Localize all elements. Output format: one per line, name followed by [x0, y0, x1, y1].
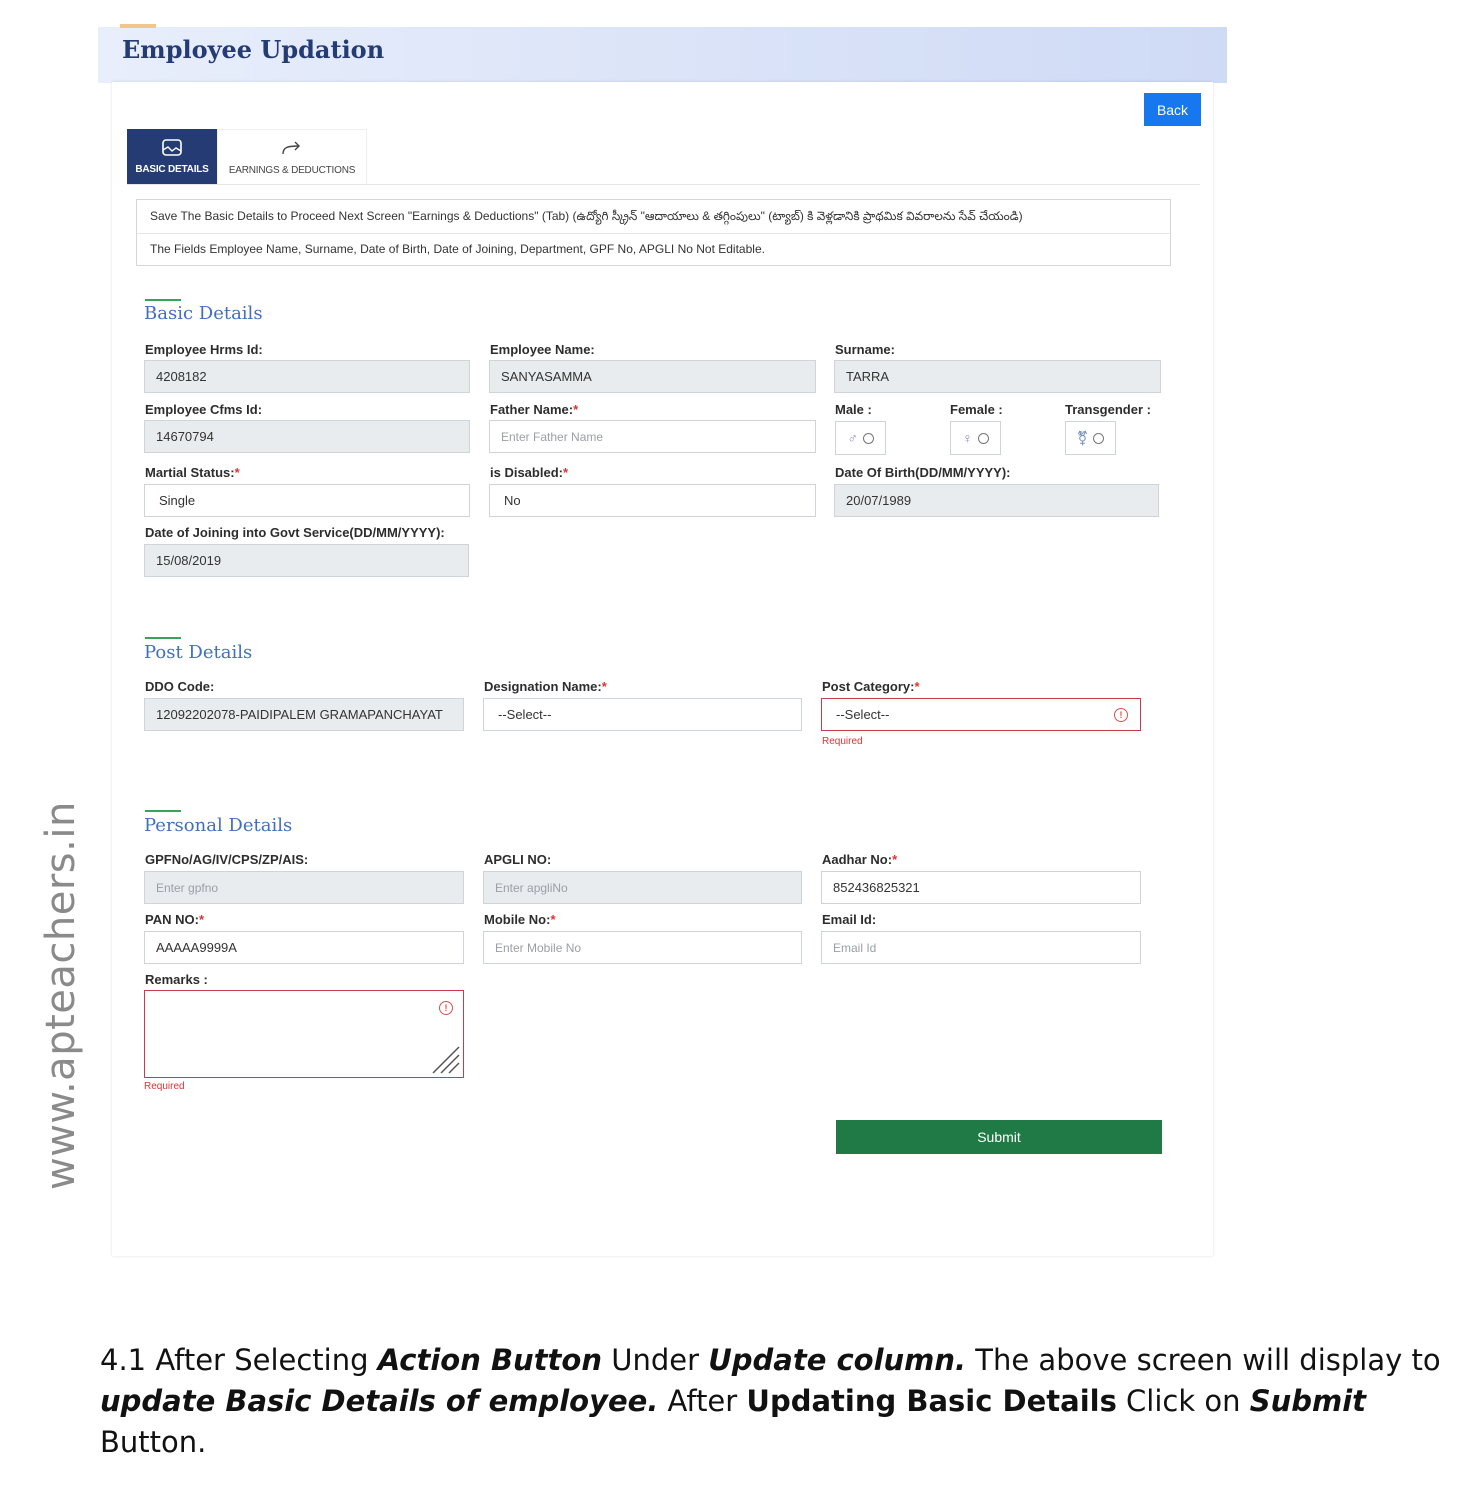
cfms-label: Employee Cfms Id: [145, 402, 263, 417]
male-label: Male : [835, 402, 872, 417]
section-accent [145, 299, 181, 301]
divider [137, 233, 1170, 234]
resize-handle-icon[interactable] [429, 1043, 461, 1075]
submit-button[interactable]: Submit [836, 1120, 1162, 1154]
redo-arrow-icon [280, 139, 304, 159]
marital-status-label: Martial Status:* [145, 465, 240, 480]
gpf-label: GPFNo/AG/IV/CPS/ZP/AIS: [145, 852, 309, 867]
transgender-icon: ⚧ [1076, 429, 1089, 446]
female-radio-box[interactable] [950, 421, 1001, 455]
hrms-field[interactable]: 4208182 [144, 360, 470, 393]
tab-basic-details[interactable] [127, 129, 217, 184]
post-category-select[interactable] [821, 698, 1141, 731]
cfms-field[interactable]: 14670794 [144, 420, 470, 453]
marital-status-select[interactable]: Single [144, 484, 470, 517]
watermark: www.apteachers.in [38, 801, 84, 1190]
doj-label: Date of Joining into Govt Service(DD/MM/YYYY): [145, 525, 445, 540]
hrms-label: Employee Hrms Id: [145, 342, 263, 357]
email-label: Email Id: [822, 912, 877, 927]
pan-label: PAN NO:* [145, 912, 204, 927]
father-name-input[interactable]: Enter Father Name [489, 420, 816, 453]
pan-input[interactable]: AAAAA9999A [144, 931, 464, 964]
father-name-label: Father Name:* [490, 402, 579, 417]
section-accent [145, 810, 181, 812]
section-title-personal: Personal Details [144, 815, 293, 836]
image-frame-icon [160, 138, 184, 158]
header-accent [120, 24, 156, 28]
is-disabled-select[interactable]: No [489, 484, 816, 517]
mobile-label: Mobile No:* [484, 912, 556, 927]
remarks-textarea[interactable] [144, 990, 464, 1078]
page-title: Employee Updation [122, 35, 385, 64]
female-label: Female : [950, 402, 1003, 417]
aadhar-input[interactable]: 852436825321 [821, 871, 1141, 904]
remarks-error: Required [144, 1081, 185, 1092]
mobile-input[interactable]: Enter Mobile No [483, 931, 802, 964]
post-category-value: --Select-- [836, 707, 890, 722]
section-title-post: Post Details [144, 642, 253, 663]
transgender-label: Transgender : [1065, 402, 1151, 417]
surname-label: Surname: [835, 342, 895, 357]
tab-label: EARNINGS & DEDUCTIONS [228, 164, 356, 176]
error-icon: ! [439, 1001, 453, 1015]
apgli-input[interactable]: Enter apgliNo [483, 871, 802, 904]
female-radio[interactable] [978, 433, 989, 444]
male-radio[interactable] [863, 433, 874, 444]
post-category-error: Required [822, 736, 863, 747]
male-radio-box[interactable] [835, 421, 886, 455]
doj-field[interactable]: 15/08/2019 [144, 544, 469, 577]
remarks-label: Remarks : [145, 972, 208, 987]
employee-name-label: Employee Name: [490, 342, 595, 357]
page-header [98, 27, 1227, 83]
transgender-radio[interactable] [1093, 433, 1104, 444]
section-accent [145, 637, 181, 639]
designation-select[interactable]: --Select-- [483, 698, 802, 731]
surname-field[interactable]: TARRA [834, 360, 1161, 393]
tab-bar [127, 129, 1200, 185]
back-button[interactable]: Back [1144, 93, 1201, 126]
male-icon: ♂ [847, 430, 858, 446]
notice-line: Save The Basic Details to Proceed Next Screen "Earnings & Deductions" (Tab) (ఉద్యోగి స్క్రీన్ "ఆదాయాలు & తగ్గింపులు" (ట్యాబ్) కి వెళ్లడానికి ప్రాథమిక వివరాలను సేవ్ చేయండి) [150, 209, 1023, 223]
notice-box [136, 199, 1171, 266]
email-input[interactable]: Email Id [821, 931, 1141, 964]
gpf-input[interactable]: Enter gpfno [144, 871, 464, 904]
notice-line: The Fields Employee Name, Surname, Date of Birth, Date of Joining, Department, GPF No, APGLI No Not Editable. [150, 242, 765, 256]
post-category-label: Post Category:* [822, 679, 920, 694]
section-title-basic: Basic Details [144, 303, 263, 324]
dob-field[interactable]: 20/07/1989 [834, 484, 1159, 517]
designation-label: Designation Name:* [484, 679, 607, 694]
apgli-label: APGLI NO: [484, 852, 552, 867]
dob-label: Date Of Birth(DD/MM/YYYY): [835, 465, 1011, 480]
transgender-radio-box[interactable] [1065, 421, 1116, 455]
employee-name-field[interactable]: SANYASAMMA [489, 360, 816, 393]
ddo-code-label: DDO Code: [145, 679, 215, 694]
tab-label: BASIC DETAILS [135, 164, 209, 175]
female-icon: ♀ [962, 430, 973, 446]
ddo-code-field[interactable]: 12092202078-PAIDIPALEM GRAMAPANCHAYAT [144, 698, 464, 731]
error-icon: ! [1114, 708, 1128, 722]
is-disabled-label: is Disabled:* [490, 465, 569, 480]
aadhar-label: Aadhar No:* [822, 852, 898, 867]
caption-text: 4.1 After Selecting Action Button Under Update column. The above screen will display to update Basic Details of employee. After Updating Basic Details Click on Submit Button. [100, 1343, 1441, 1459]
tab-earnings-deductions[interactable] [217, 129, 367, 184]
